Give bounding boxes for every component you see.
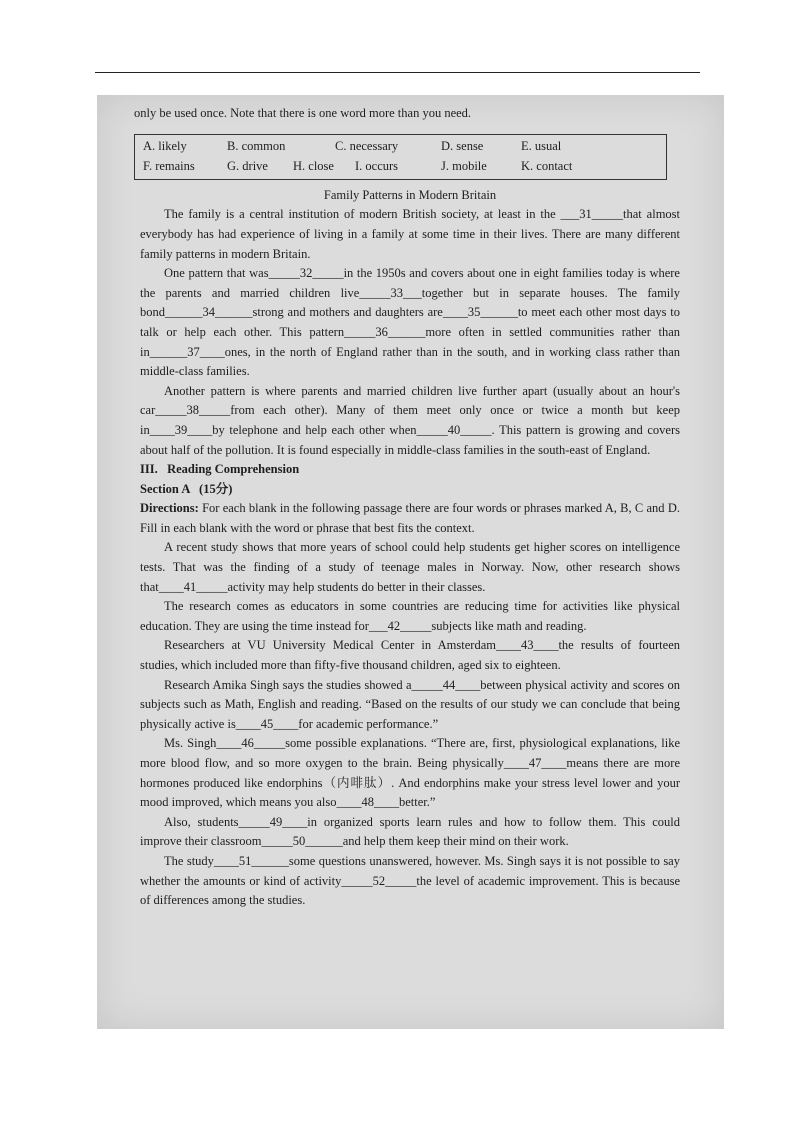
word-option: K. contact [521,159,573,174]
reading-paragraph: A recent study shows that more years of school could help students get higher scores on intelligence tests. That was the finding of a study of teenage males in Norway. Now, other research shows that____41_____activity may help students do better in their classes. [140,540,680,594]
page-content [134,104,680,911]
word-option: C. necessary [335,138,399,153]
section-heading: III. Reading Comprehension [140,462,300,477]
word-option: I. occurs [355,159,399,174]
reading-paragraph: The research comes as educators in some countries are reducing time for activities like physical education. They are using the time instead for___42_____subjects like math and reading. [140,599,680,633]
reading-paragraph: Also, students_____49____in organized sports learn rules and how to follow them. This could improve their classroom_____50______and help them keep their mind on their work. [140,814,680,849]
passage-paragraph: Another pattern is where parents and married children live further apart (usually about an hour's car_____38_____from each other). Many of them meet only once or twice a month but keep in____39____by telephone and help each other when_____40_____. This pattern is growing and covers about half of the pollution. It is found especially in middle-class families in the south-east of England. [140,383,680,457]
reading-paragraph: Researchers at VU University Medical Center in Amsterdam____43____the results of fourteen studies, which included more than fifty-five thousand children, aged six to eighteen. [140,638,680,673]
directions [140,499,680,538]
reading-paragraph: The study____51______some questions unanswered, however. Ms. Singh says it is not possible to say whether the amounts or kind of activity_____52_____the level of academic improvement. This is because of differences among the studies. [140,853,680,908]
word-option: D. sense [441,138,484,153]
section-a-heading: Section A (15分) [140,481,233,496]
reading-paragraph: Research Amika Singh says the studies showed a_____44____between physical activity and scores on subjects such as Math, English and reading. “Based on the results of our study we can conclude that being physically active is____45____for academic performance.” [140,677,680,731]
word-option: E. usual [521,138,562,153]
passage-title: Family Patterns in Modern Britain [323,187,497,202]
passage-paragraph: One pattern that was_____32_____in the 1950s and covers about one in eight families today is where the parents and married children live_____33___together but in separate houses. The family bond______34______strong and mothers and daughters are____35______to meet each other most days to talk or help each other. This pattern_____36______more often in settled communities rather than in______37____ones, in the north of England rather than in the south, and in working class rather than middle-class families. [140,266,680,379]
passage-paragraph: The family is a central institution of modern British society, at least in the ___31_____that almost everybody has had experience of living in a family at some time in their lives. There are many different family patterns in modern Britain. [140,207,680,261]
word-option: G. drive [227,159,268,174]
word-option: F. remains [143,159,195,174]
top-rule [95,72,700,73]
word-option-pair [227,157,335,177]
word-option: H. close [293,159,334,174]
word-option: B. common [227,138,286,153]
word-option: A. likely [143,138,187,153]
word-bank [134,134,667,180]
directions-text: For each blank in the following passage there are four words or phrases marked A, B, C and D. Fill in each blank with the word or phrase that best fits the context. [140,501,680,535]
reading-paragraph: Ms. Singh____46_____some possible explanations. “There are, first, physiological explanations, like more blood flow, and so more oxygen to the brain. Being physically____47____means there are more hormones produced like endorphins（内啡肽）. And endorphins make your stress level lower and your mood improved, which means you also____48____better.” [140,736,680,810]
intro-line: only be used once. Note that there is one word more than you need. [134,106,472,120]
directions-label: Directions: [140,501,199,516]
word-option: J. mobile [441,159,487,174]
